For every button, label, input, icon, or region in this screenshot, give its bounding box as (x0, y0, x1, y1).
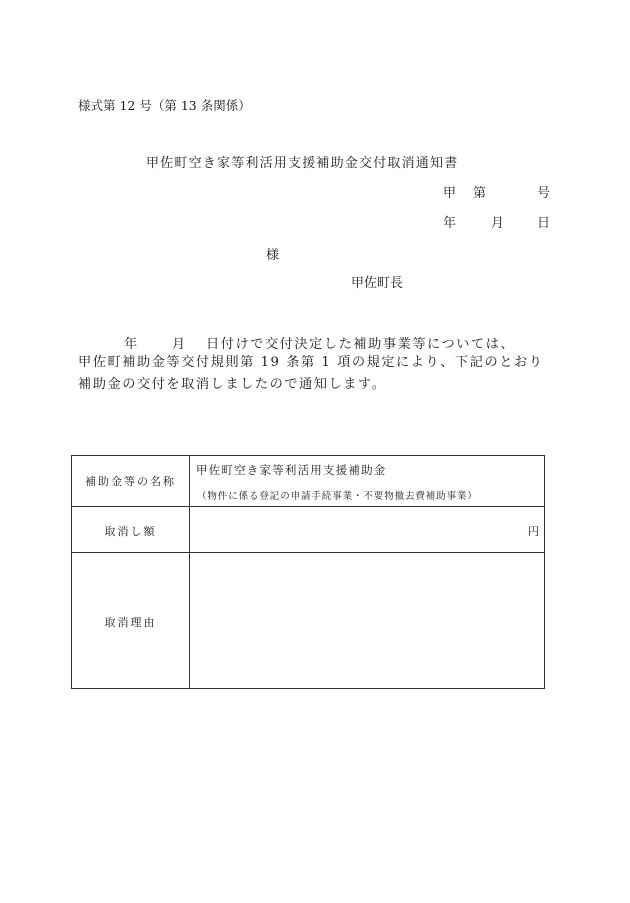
body-line2: 甲佐町補助金等交付規則第 19 条第 1 項の規定により、下記のとおり (78, 355, 544, 370)
grant-name-label: 補助金等の名称 (85, 475, 176, 488)
table-column-divider (189, 455, 190, 688)
addressee-honorific: 様 (266, 248, 280, 263)
table-row-divider (71, 506, 544, 507)
date-month: 月 (491, 216, 505, 231)
body-line1-text: 日付けで交付決定した補助事業等については、 (206, 337, 516, 352)
document-number-prefix: 甲 (443, 186, 457, 201)
cancel-amount-label: 取消し額 (104, 525, 157, 538)
sender-name: 甲佐町長 (351, 276, 404, 291)
document-number-go: 号 (537, 186, 551, 201)
document-title: 甲佐町空き家等利活用支援補助金交付取消通知書 (146, 156, 459, 171)
grant-name-value: 甲佐町空き家等利活用支援補助金 (196, 463, 387, 477)
body-line3: 補助金の交付を取消しましたので通知します。 (78, 377, 387, 392)
body-line1-month: 月 (172, 337, 187, 352)
table-row-divider (71, 552, 544, 553)
date-year: 年 (443, 216, 457, 231)
cancel-amount-unit: 円 (528, 525, 539, 538)
date-day: 日 (537, 216, 551, 231)
grant-name-note: （物件に係る登記の申請手続事業・不要物撤去費補助事業） (197, 491, 478, 502)
document-number-dai: 第 (473, 186, 487, 201)
form-number: 様式第 12 号（第 13 条関係） (78, 98, 251, 113)
body-line1-year: 年 (124, 337, 139, 352)
cancel-reason-label: 取消理由 (104, 616, 157, 629)
